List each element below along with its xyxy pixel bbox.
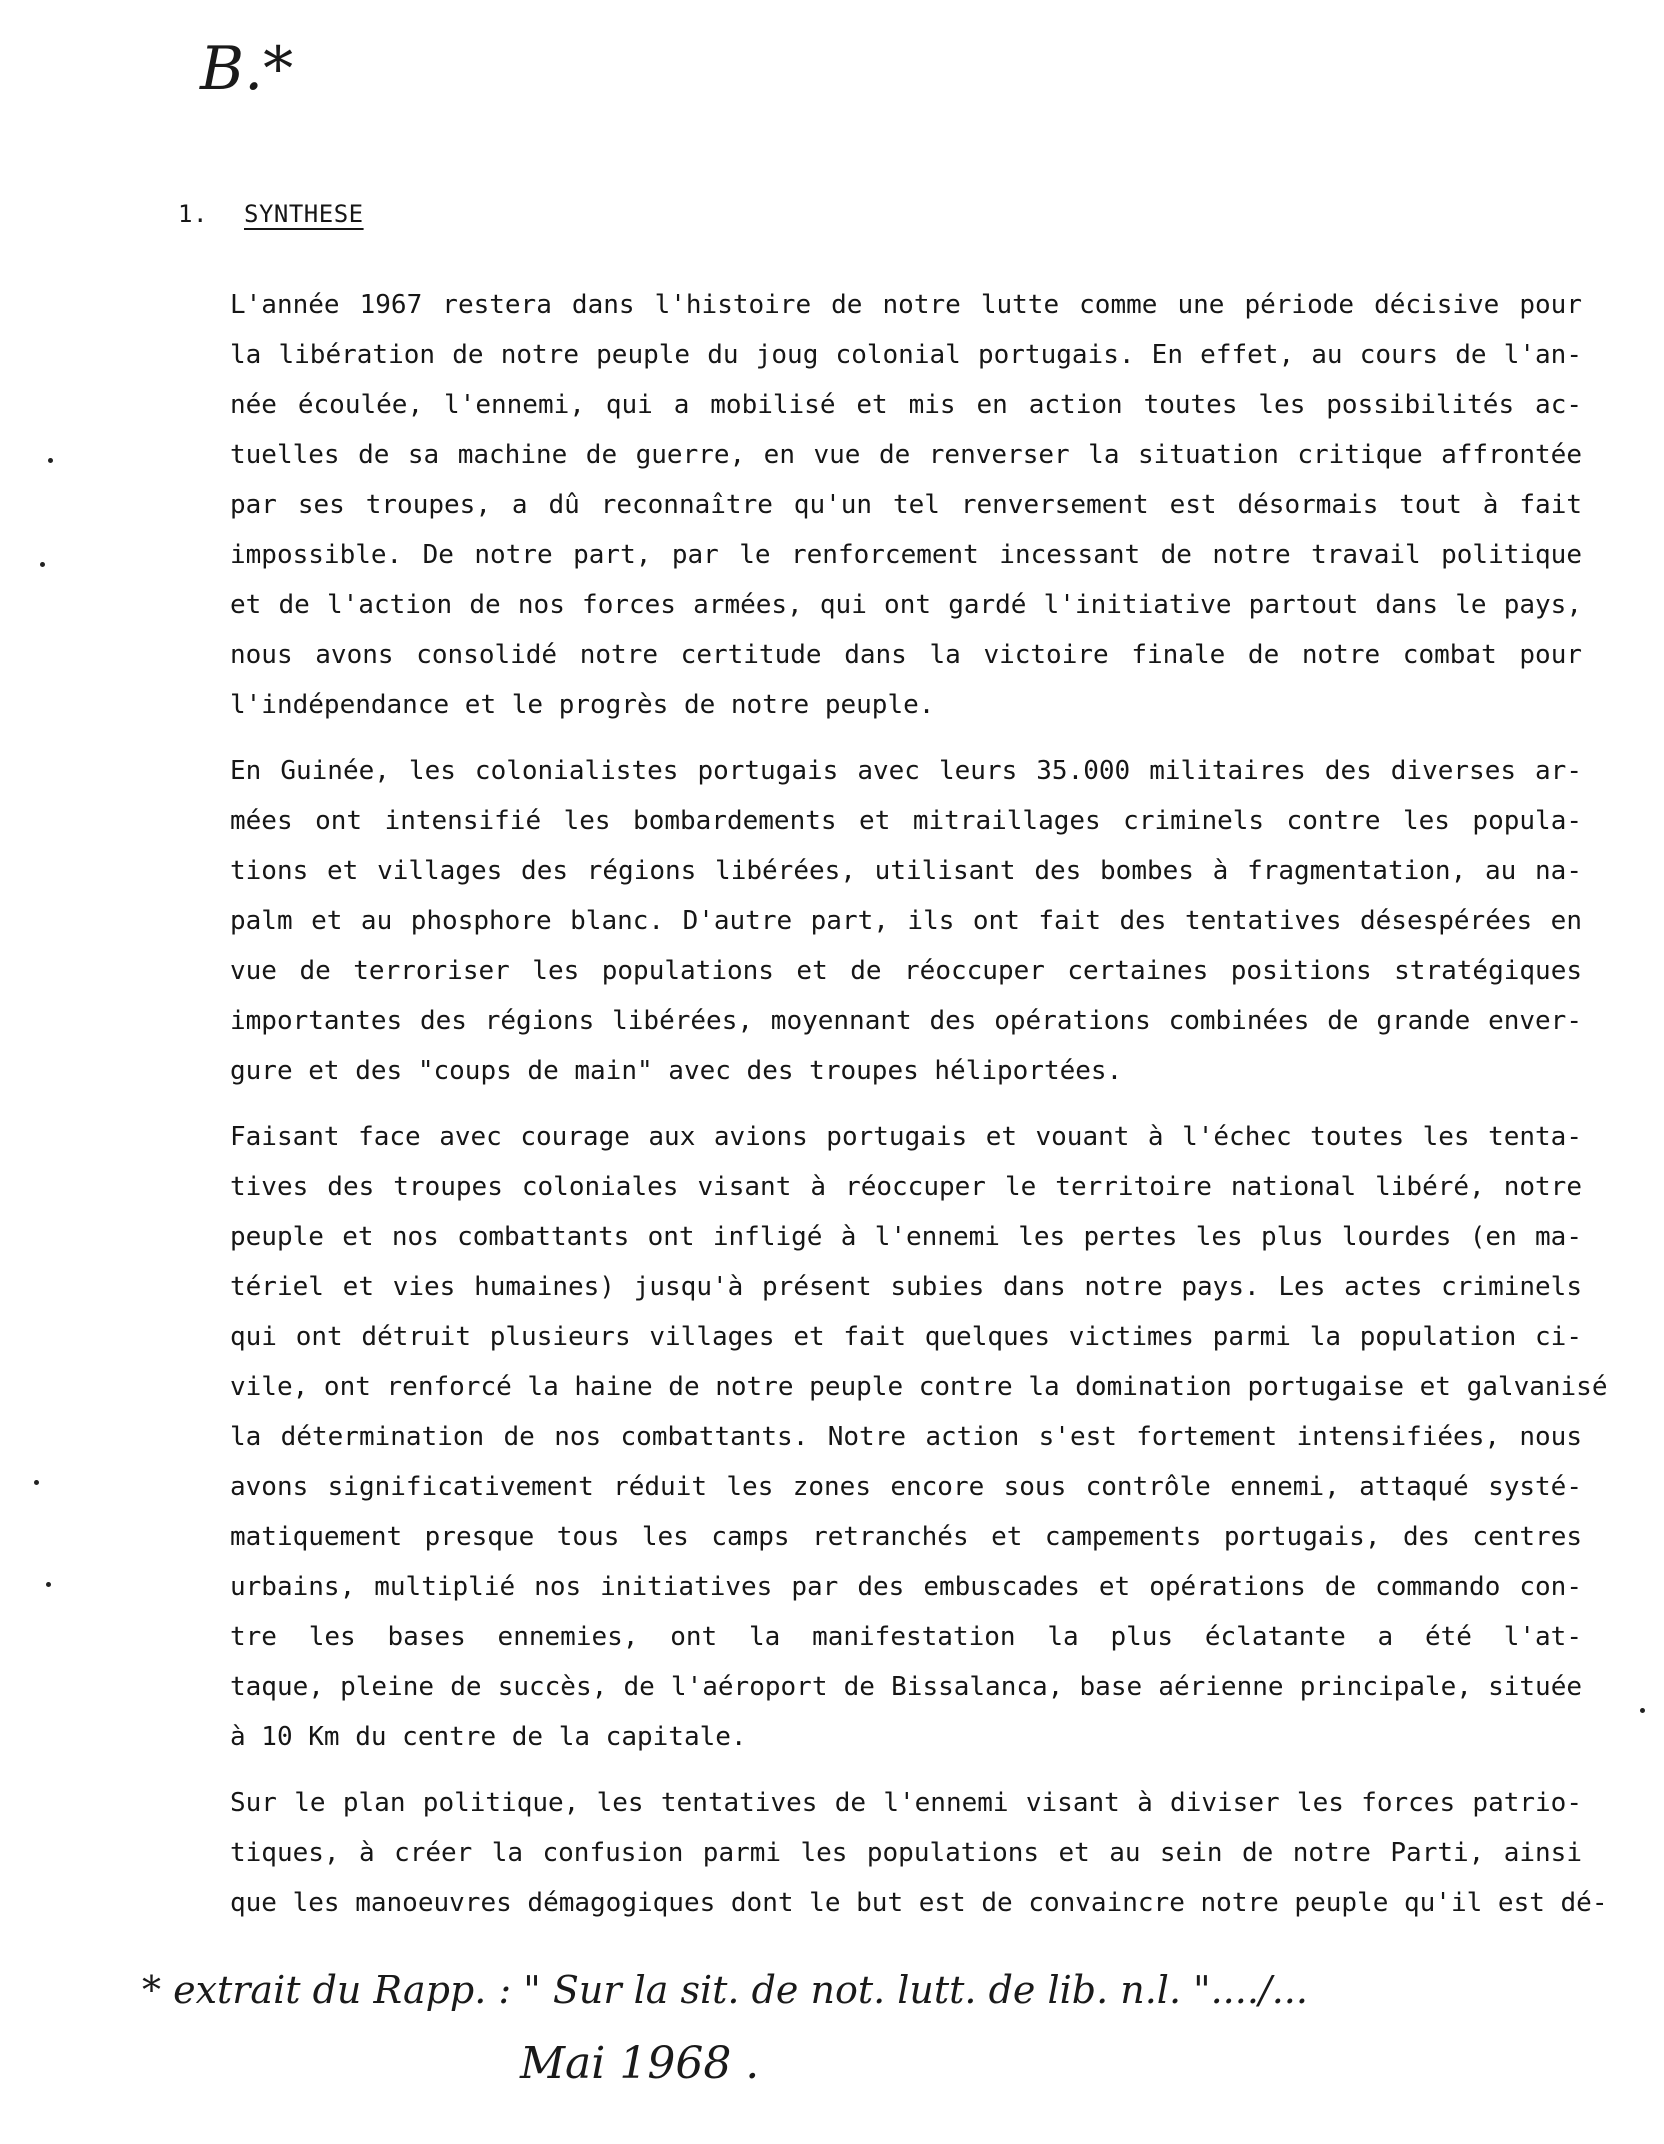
text-line: En Guinée, les colonialistes portugais avec leurs 35.000 militaires des diverses ar- xyxy=(230,756,1582,786)
section-number: 1. xyxy=(178,200,208,228)
text-line: nous avons consolidé notre certitude dans la victoire finale de notre combat pour xyxy=(230,640,1582,670)
text-line: et de l'action de nos forces armées, qui ont gardé l'initiative partout dans le pays, xyxy=(230,590,1582,620)
scan-speck xyxy=(40,562,45,567)
text-line: à 10 Km du centre de la capitale. xyxy=(230,1722,747,1752)
text-line: tives des troupes coloniales visant à réoccuper le territoire national libéré, notre xyxy=(230,1172,1582,1202)
text-line: la libération de notre peuple du joug colonial portugais. En effet, au cours de l'an- xyxy=(230,340,1582,370)
text-line: qui ont détruit plusieurs villages et fait quelques victimes parmi la population ci- xyxy=(230,1322,1582,1352)
paragraph xyxy=(230,1112,1608,1762)
body-text xyxy=(230,280,1608,1944)
text-line: par ses troupes, a dû reconnaître qu'un tel renversement est désormais tout à fait xyxy=(230,490,1582,520)
text-line: tions et villages des régions libérées, utilisant des bombes à fragmentation, au na- xyxy=(230,856,1582,886)
section-title: SYNTHESE xyxy=(244,200,364,228)
section-heading xyxy=(178,200,364,228)
text-line: vile, ont renforcé la haine de notre peuple contre la domination portugaise et galvanisé xyxy=(230,1372,1608,1402)
paragraph xyxy=(230,1778,1608,1928)
text-line: palm et au phosphore blanc. D'autre part, ils ont fait des tentatives désespérées en xyxy=(230,906,1582,936)
text-line: que les manoeuvres démagogiques dont le but est de convaincre notre peuple qu'il est dé- xyxy=(230,1888,1608,1918)
text-line: urbains, multiplié nos initiatives par des embuscades et opérations de commando con- xyxy=(230,1572,1582,1602)
text-line: la détermination de nos combattants. Notre action s'est fortement intensifiées, nous xyxy=(230,1422,1582,1452)
text-line: tre les bases ennemies, ont la manifestation la plus éclatante a été l'at- xyxy=(230,1622,1582,1652)
handwritten-footnote: * extrait du Rapp. : " Sur la sit. de not. lutt. de lib. n.l. "..../... xyxy=(142,1968,1308,2012)
text-line: avons significativement réduit les zones encore sous contrôle ennemi, attaqué systé- xyxy=(230,1472,1582,1502)
text-line: gure et des "coups de main" avec des troupes héliportées. xyxy=(230,1056,1123,1086)
text-line: vue de terroriser les populations et de réoccuper certaines positions stratégiques xyxy=(230,956,1582,986)
text-line: tériel et vies humaines) jusqu'à présent subies dans notre pays. Les actes criminels xyxy=(230,1272,1582,1302)
text-line: tiques, à créer la confusion parmi les populations et au sein de notre Parti, ainsi xyxy=(230,1838,1582,1868)
text-line: Sur le plan politique, les tentatives de l'ennemi visant à diviser les forces patrio- xyxy=(230,1788,1582,1818)
paragraph xyxy=(230,280,1582,730)
text-line: peuple et nos combattants ont infligé à l'ennemi les pertes les plus lourdes (en ma- xyxy=(230,1222,1582,1252)
handwritten-footnote-date: Mai 1968 . xyxy=(520,2038,760,2089)
scan-speck xyxy=(34,1480,39,1485)
handwritten-corner-mark: B.* xyxy=(200,34,294,104)
text-line: impossible. De notre part, par le renforcement incessant de notre travail politique xyxy=(230,540,1582,570)
paragraph xyxy=(230,746,1582,1096)
text-line: tuelles de sa machine de guerre, en vue de renverser la situation critique affrontée xyxy=(230,440,1582,470)
scan-speck xyxy=(1640,1708,1645,1713)
text-line: taque, pleine de succès, de l'aéroport de Bissalanca, base aérienne principale, située xyxy=(230,1672,1582,1702)
text-line: Faisant face avec courage aux avions portugais et vouant à l'échec toutes les tenta- xyxy=(230,1122,1582,1152)
text-line: mées ont intensifié les bombardements et mitraillages criminels contre les popula- xyxy=(230,806,1582,836)
scan-speck xyxy=(46,1582,51,1587)
text-line: l'indépendance et le progrès de notre peuple. xyxy=(230,690,935,720)
text-line: importantes des régions libérées, moyennant des opérations combinées de grande enver- xyxy=(230,1006,1582,1036)
text-line: matiquement presque tous les camps retranchés et campements portugais, des centres xyxy=(230,1522,1582,1552)
text-line: née écoulée, l'ennemi, qui a mobilisé et mis en action toutes les possibilités ac- xyxy=(230,390,1582,420)
scan-speck xyxy=(48,458,53,463)
text-line: L'année 1967 restera dans l'histoire de notre lutte comme une période décisive pour xyxy=(230,290,1582,320)
